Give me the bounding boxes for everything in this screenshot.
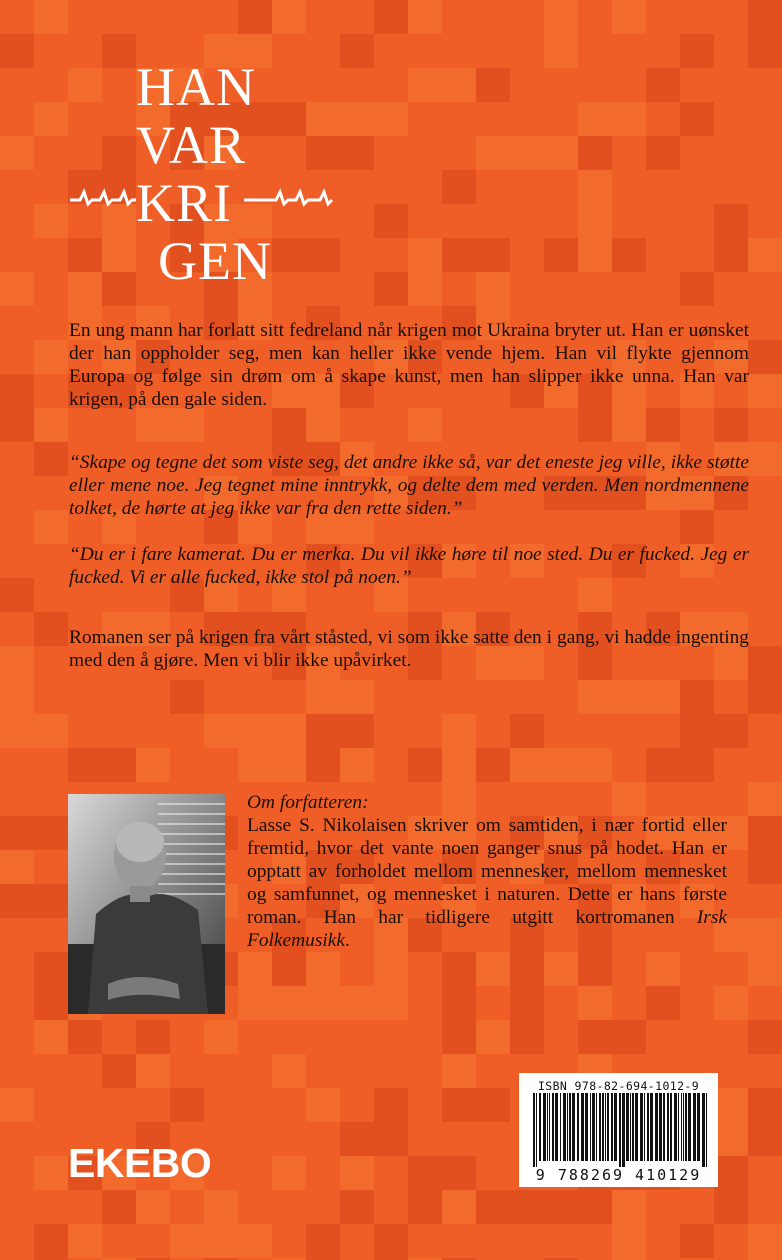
mosaic-tile: [748, 0, 782, 34]
mosaic-tile: [306, 714, 340, 748]
mosaic-tile: [578, 680, 612, 714]
mosaic-tile: [170, 680, 204, 714]
mosaic-tile: [272, 952, 306, 986]
barcode-bar: [585, 1093, 588, 1161]
barcode-bar: [602, 1093, 604, 1161]
mosaic-tile: [102, 136, 136, 170]
title-line-3: KRI: [136, 173, 232, 233]
mosaic-tile: [0, 374, 34, 408]
barcode-bar: [678, 1093, 679, 1161]
mosaic-tile: [0, 714, 34, 748]
mosaic-tile: [272, 1054, 306, 1088]
barcode-bar: [655, 1093, 658, 1161]
mosaic-tile: [748, 238, 782, 272]
mosaic-tile: [510, 714, 544, 748]
mosaic-tile: [68, 68, 102, 102]
mosaic-tile: [306, 986, 340, 1020]
mosaic-tile: [408, 0, 442, 34]
barcode-bar: [572, 1093, 575, 1161]
mosaic-tile: [0, 136, 34, 170]
barcode-bar: [702, 1093, 705, 1167]
mosaic-tile: [306, 1088, 340, 1122]
barcode-bar: [581, 1093, 584, 1161]
title-line-3-wrap: [136, 174, 272, 232]
isbn-digits: 9 788269 410129: [535, 1166, 702, 1184]
blurb-paragraph-1: En ung mann har forlatt sitt fedreland når krigen mot Ukraina bryter ut. Han er uønsket der han oppholder seg, men kan heller ikke vende hjem. Han vil flykte gjennom Europa og følge sin drøm om å skape kunst, men han slipper ikke unna. Han var krigen, på den gale siden.: [69, 320, 749, 410]
mosaic-tile: [34, 816, 68, 850]
mosaic-tile: [136, 1190, 170, 1224]
mosaic-tile: [578, 1020, 612, 1054]
about-author: [247, 791, 727, 952]
mosaic-tile: [238, 748, 272, 782]
mosaic-tile: [476, 952, 510, 986]
mosaic-tile: [646, 680, 680, 714]
mosaic-tile: [34, 1224, 68, 1258]
mosaic-tile: [748, 680, 782, 714]
mosaic-tile: [612, 102, 646, 136]
mosaic-tile: [476, 68, 510, 102]
mosaic-tile: [714, 1156, 748, 1190]
mosaic-tile: [748, 442, 782, 476]
mosaic-tile: [306, 952, 340, 986]
mosaic-tile: [680, 748, 714, 782]
mosaic-tile: [170, 408, 204, 442]
mosaic-tile: [748, 952, 782, 986]
mosaic-tile: [204, 1224, 238, 1258]
mosaic-tile: [680, 102, 714, 136]
barcode-bar: [630, 1093, 631, 1161]
mosaic-tile: [680, 680, 714, 714]
mosaic-tile: [714, 1088, 748, 1122]
mosaic-tile: [136, 408, 170, 442]
mosaic-tile: [442, 748, 476, 782]
mosaic-tile: [136, 1020, 170, 1054]
mosaic-tile: [578, 408, 612, 442]
title-line-1: HAN: [136, 57, 256, 117]
barcode-bar: [685, 1093, 687, 1161]
mosaic-tile: [680, 714, 714, 748]
mosaic-tile: [0, 680, 34, 714]
mosaic-tile: [748, 340, 782, 374]
mosaic-tile: [272, 1156, 306, 1190]
mosaic-tile: [714, 204, 748, 238]
barcode-bar: [659, 1093, 662, 1161]
barcode-bar: [577, 1093, 579, 1161]
mosaic-tile: [748, 816, 782, 850]
mosaic-tile: [544, 952, 578, 986]
mosaic-tile: [170, 1088, 204, 1122]
mosaic-tile: [374, 952, 408, 986]
mosaic-tile: [102, 272, 136, 306]
mosaic-tile: [340, 748, 374, 782]
mosaic-tile: [442, 170, 476, 204]
mosaic-tile: [544, 34, 578, 68]
about-author-book-title: Irsk Folkemusikk: [247, 907, 727, 951]
mosaic-tile: [68, 1224, 102, 1258]
barcode-bar: [697, 1093, 700, 1161]
about-author-text: Lasse S. Nikolaisen skriver om samtiden, i nær fortid eller fremtid, hvor det vante noen ganger snus på hodet. Han er opptatt av forholdet mellom mennesker, mellom mennesket og samfunnet, og mennesket i naturen. Dette er hans første roman. Han har tidligere utgitt kortromanen: [247, 815, 727, 928]
mosaic-tile: [680, 1224, 714, 1258]
publisher-logo: EKEBO: [68, 1140, 212, 1186]
mosaic-tile: [374, 1088, 408, 1122]
mosaic-tile: [34, 1156, 68, 1190]
barcode-bar: [555, 1093, 558, 1161]
mosaic-tile: [578, 952, 612, 986]
mosaic-tile: [102, 204, 136, 238]
mosaic-tile: [476, 136, 510, 170]
mosaic-tile: [374, 0, 408, 34]
barcode-bar: [614, 1093, 617, 1161]
mosaic-tile: [34, 340, 68, 374]
mosaic-tile: [374, 102, 408, 136]
mosaic-tile: [714, 1122, 748, 1156]
barcode-bar: [650, 1093, 653, 1161]
mosaic-tile: [68, 272, 102, 306]
mosaic-tile: [510, 136, 544, 170]
mosaic-tile: [204, 1190, 238, 1224]
mosaic-tile: [476, 1088, 510, 1122]
mosaic-tile: [340, 102, 374, 136]
barcode-bar: [632, 1093, 634, 1161]
mosaic-tile: [0, 272, 34, 306]
barcode-bar: [644, 1093, 645, 1161]
mosaic-tile: [238, 986, 272, 1020]
mosaic-tile: [306, 136, 340, 170]
mosaic-tile: [34, 442, 68, 476]
mosaic-tile: [34, 1020, 68, 1054]
mosaic-tile: [408, 68, 442, 102]
mosaic-tile: [68, 748, 102, 782]
mosaic-tile: [34, 884, 68, 918]
mosaic-tile: [374, 1224, 408, 1258]
isbn-label: ISBN 978-82-694-1012-9: [537, 1079, 700, 1093]
mosaic-tile: [578, 748, 612, 782]
mosaic-tile: [646, 136, 680, 170]
mosaic-tile: [34, 612, 68, 646]
mosaic-tile: [748, 1224, 782, 1258]
mosaic-tile: [748, 1088, 782, 1122]
about-author-heading: Om forfatteren:: [247, 792, 369, 813]
mosaic-tile: [646, 748, 680, 782]
mosaic-tile: [340, 680, 374, 714]
mosaic-tile: [442, 1020, 476, 1054]
mosaic-tile: [646, 68, 680, 102]
mosaic-tile: [748, 918, 782, 952]
mosaic-tile: [272, 714, 306, 748]
barcode-bar: [605, 1093, 606, 1161]
mosaic-tile: [476, 748, 510, 782]
mosaic-tile: [680, 34, 714, 68]
mosaic-tile: [34, 204, 68, 238]
mosaic-tile: [204, 1020, 238, 1054]
mosaic-tile: [34, 408, 68, 442]
mosaic-tile: [0, 850, 34, 884]
mosaic-tile: [136, 1054, 170, 1088]
mosaic-tile: [748, 1020, 782, 1054]
mosaic-tile: [748, 782, 782, 816]
mosaic-tile: [102, 1054, 136, 1088]
mosaic-tile: [578, 1190, 612, 1224]
mosaic-tile: [340, 1122, 374, 1156]
mosaic-tile: [442, 986, 476, 1020]
mosaic-tile: [408, 408, 442, 442]
mosaic-tile: [408, 748, 442, 782]
barcode-bar: [688, 1093, 691, 1161]
mosaic-tile: [748, 646, 782, 680]
barcode-bar: [607, 1093, 609, 1161]
barcode-bar: [706, 1093, 707, 1167]
mosaic-tile: [238, 714, 272, 748]
mosaic-tile: [578, 170, 612, 204]
mosaic-tile: [510, 1190, 544, 1224]
barcode-bar: [543, 1093, 546, 1161]
barcode-bars-icon: [533, 1093, 709, 1167]
mosaic-tile: [544, 1190, 578, 1224]
mosaic-tile: [0, 578, 34, 612]
barcode-bar: [619, 1093, 621, 1167]
mosaic-tile: [714, 986, 748, 1020]
mosaic-tile: [714, 238, 748, 272]
mosaic-tile: [612, 0, 646, 34]
isbn-barcode: [519, 1073, 718, 1187]
mosaic-tile: [476, 272, 510, 306]
barcode-bar: [560, 1093, 561, 1161]
mosaic-tile: [578, 102, 612, 136]
barcode-bar: [622, 1093, 625, 1167]
mosaic-tile: [408, 272, 442, 306]
mosaic-tile: [34, 714, 68, 748]
mosaic-tile: [612, 408, 646, 442]
barcode-bar: [681, 1093, 682, 1161]
mosaic-tile: [544, 748, 578, 782]
title-line-4: GEN: [158, 231, 272, 291]
mosaic-tile: [714, 408, 748, 442]
mosaic-tile: [510, 952, 544, 986]
mosaic-tile: [102, 748, 136, 782]
mosaic-tile: [340, 1190, 374, 1224]
barcode-bar: [674, 1093, 677, 1161]
mosaic-tile: [680, 272, 714, 306]
mosaic-tile: [102, 34, 136, 68]
blurb-quote-2: “Du er i fare kamerat. Du er merka. Du vil ikke høre til noe sted. Du er fucked. Jeg er fucked. Vi er alle fucked, ikke stol på noen.”: [69, 544, 749, 588]
blurb-paragraph-3: Romanen ser på krigen fra vårt ståsted, vi som ikke satte den i gang, vi hadde ingenting med den å gjøre. Men vi blir ikke upåvirket.: [69, 627, 749, 671]
mosaic-tile: [238, 1224, 272, 1258]
mosaic-tile: [306, 680, 340, 714]
mosaic-tile: [0, 646, 34, 680]
barcode-bar: [539, 1093, 541, 1161]
barcode-bar: [592, 1093, 595, 1161]
mosaic-tile: [306, 1224, 340, 1258]
mosaic-tile: [0, 816, 34, 850]
barcode-bar: [563, 1093, 566, 1161]
barcode-bar: [569, 1093, 571, 1161]
mosaic-tile: [544, 238, 578, 272]
mosaic-tile: [578, 986, 612, 1020]
mosaic-tile: [272, 748, 306, 782]
mosaic-tile: [102, 238, 136, 272]
mosaic-tile: [442, 1156, 476, 1190]
mosaic-tile: [612, 238, 646, 272]
mosaic-tile: [544, 136, 578, 170]
mosaic-tile: [442, 1190, 476, 1224]
mosaic-tile: [374, 986, 408, 1020]
barcode-bar: [667, 1093, 669, 1161]
mosaic-tile: [272, 102, 306, 136]
mosaic-tile: [0, 34, 34, 68]
mosaic-tile: [34, 0, 68, 34]
mosaic-tile: [578, 238, 612, 272]
mosaic-tile: [238, 0, 272, 34]
mosaic-tile: [340, 714, 374, 748]
barcode-bar: [611, 1093, 613, 1161]
mosaic-tile: [612, 1224, 646, 1258]
mosaic-tile: [68, 1020, 102, 1054]
book-title: [136, 58, 272, 290]
barcode-bar: [533, 1093, 535, 1167]
mosaic-tile: [510, 748, 544, 782]
barcode-bar: [635, 1093, 638, 1161]
mosaic-tile: [374, 1122, 408, 1156]
mosaic-tile: [476, 238, 510, 272]
barcode-bar: [670, 1093, 672, 1161]
barcode-bar: [599, 1093, 601, 1161]
barcode-bar: [647, 1093, 649, 1161]
blurb-quote-1: “Skape og tegne det som viste seg, det andre ikke så, var det eneste jeg ville, ikke støtte eller mene noe. Jeg tegnet mine inntrykk, og delte dem med verden. Men nordmennene tolket, de hørte at jeg ikke var fra den rette siden.”: [69, 452, 749, 519]
mosaic-tile: [748, 34, 782, 68]
mosaic-tile: [714, 714, 748, 748]
mosaic-tile: [442, 1088, 476, 1122]
mosaic-tile: [170, 1224, 204, 1258]
mosaic-tile: [272, 0, 306, 34]
mosaic-tile: [34, 102, 68, 136]
mosaic-tile: [612, 1190, 646, 1224]
barcode-bar: [693, 1093, 696, 1161]
mosaic-tile: [442, 952, 476, 986]
mosaic-tile: [272, 986, 306, 1020]
mosaic-tile: [340, 1156, 374, 1190]
mosaic-tile: [306, 408, 340, 442]
mosaic-tile: [646, 986, 680, 1020]
mosaic-tile: [0, 408, 34, 442]
mosaic-tile: [340, 986, 374, 1020]
barcode-bar: [590, 1093, 591, 1161]
mosaic-tile: [68, 238, 102, 272]
mosaic-tile: [0, 884, 34, 918]
mosaic-tile: [646, 952, 680, 986]
mosaic-tile: [476, 1020, 510, 1054]
mosaic-tile: [136, 748, 170, 782]
mosaic-tile: [0, 1088, 34, 1122]
mosaic-tile: [272, 238, 306, 272]
barcode-bar: [567, 1093, 568, 1161]
mosaic-tile: [238, 952, 272, 986]
barcode-bar: [547, 1093, 548, 1161]
mosaic-tile: [374, 272, 408, 306]
title-line-2: VAR: [136, 115, 247, 175]
mosaic-tile: [442, 238, 476, 272]
barcode-bar: [640, 1093, 643, 1161]
mosaic-tile: [340, 34, 374, 68]
mosaic-tile: [612, 1020, 646, 1054]
mosaic-tile: [578, 136, 612, 170]
mosaic-tile: [102, 1190, 136, 1224]
about-author-end: .: [345, 930, 350, 951]
mosaic-tile: [510, 1020, 544, 1054]
mosaic-tile: [714, 1190, 748, 1224]
mosaic-tile: [578, 204, 612, 238]
mosaic-tile: [34, 510, 68, 544]
mosaic-tile: [748, 850, 782, 884]
mosaic-tile: [408, 1190, 442, 1224]
mosaic-tile: [748, 1122, 782, 1156]
mosaic-tile: [34, 986, 68, 1020]
mosaic-tile: [748, 374, 782, 408]
mosaic-tile: [374, 204, 408, 238]
mosaic-tile: [544, 0, 578, 34]
mosaic-tile: [272, 408, 306, 442]
heartbeat-line-icon: [136, 174, 137, 175]
barcode-bar: [626, 1093, 629, 1161]
mosaic-tile: [510, 986, 544, 1020]
mosaic-tile: [646, 408, 680, 442]
author-photo: [68, 794, 225, 1014]
barcode-bar: [549, 1093, 550, 1161]
mosaic-tile: [306, 102, 340, 136]
mosaic-tile: [476, 1190, 510, 1224]
mosaic-tile: [340, 136, 374, 170]
barcode-bar: [552, 1093, 554, 1161]
barcode-bar: [663, 1093, 665, 1161]
mosaic-tile: [306, 748, 340, 782]
mosaic-tile: [408, 1156, 442, 1190]
mosaic-tile: [408, 238, 442, 272]
mosaic-tile: [442, 68, 476, 102]
mosaic-tile: [442, 714, 476, 748]
mosaic-tile: [204, 714, 238, 748]
mosaic-tile: [34, 952, 68, 986]
barcode-bar: [596, 1093, 597, 1161]
barcode-bar: [536, 1093, 537, 1167]
mosaic-tile: [442, 1054, 476, 1088]
mosaic-tile: [306, 238, 340, 272]
mosaic-tile: [612, 680, 646, 714]
barcode-bar: [683, 1093, 684, 1161]
